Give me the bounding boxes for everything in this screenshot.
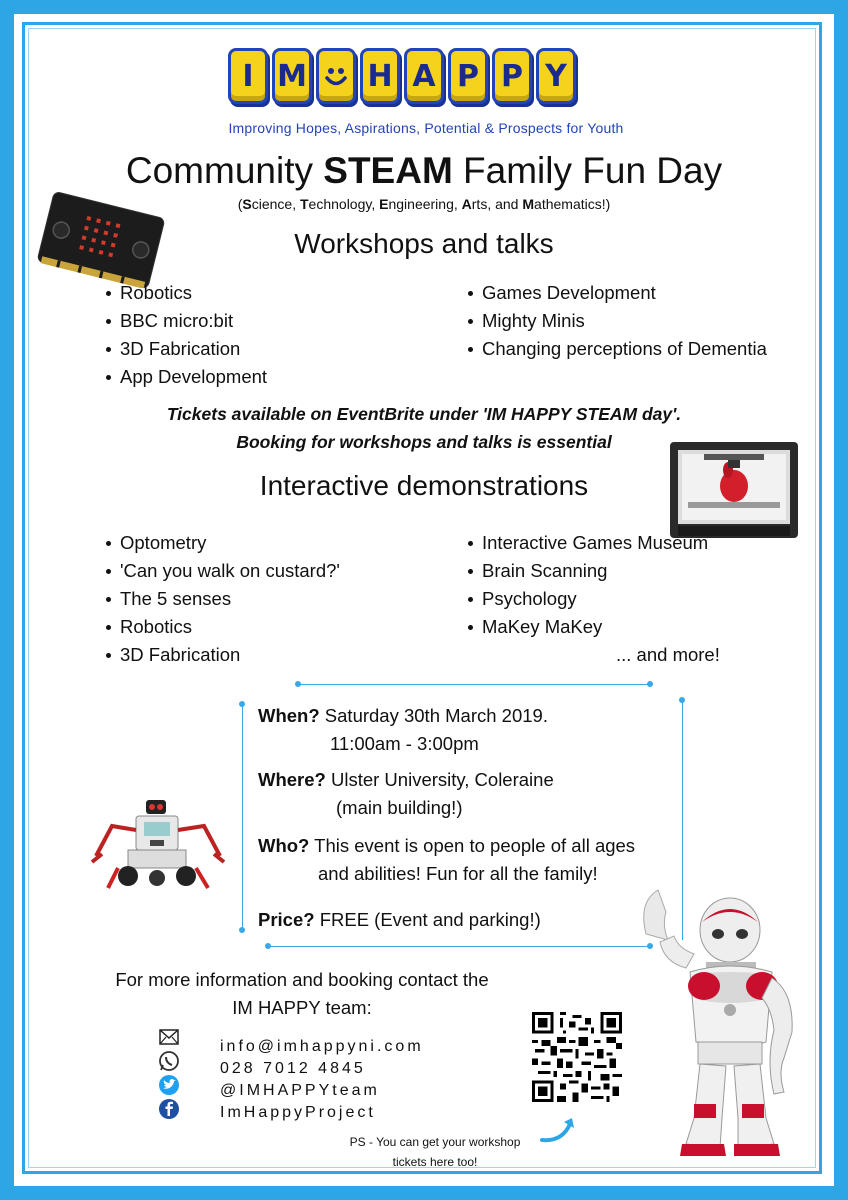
line-dot — [239, 927, 245, 933]
divider-line — [268, 946, 650, 947]
where-value: Ulster University, Coleraine — [325, 769, 554, 790]
ps-line-1: PS - You can get your workshop — [349, 1135, 521, 1149]
subtitle-part: cience, — [251, 196, 300, 212]
contact-phone: 028 7012 4845 — [220, 1060, 366, 1077]
list-item: The 5 senses — [120, 585, 340, 613]
contact-facebook: ImHappyProject — [220, 1104, 376, 1121]
demos-list-left — [104, 529, 340, 669]
who-info — [258, 832, 635, 888]
list-item: Robotics — [120, 613, 340, 641]
subtitle-part: ( — [237, 196, 243, 212]
line-dot — [295, 681, 301, 687]
who-value: This event is open to people of all ages — [309, 835, 636, 856]
list-item: MaKey MaKey — [482, 613, 708, 641]
subtitle-part: ngineering, — [388, 196, 462, 212]
subtitle-part: rts, and — [471, 196, 523, 212]
logo-tile-smiley — [316, 48, 356, 104]
when-time: 11:00am - 3:00pm — [330, 733, 479, 754]
line-dot — [265, 943, 271, 949]
demos-heading: Interactive demonstrations — [259, 470, 589, 501]
curved-arrow-icon — [538, 1114, 578, 1146]
list-item: Interactive Games Museum — [482, 529, 708, 557]
facebook-icon — [158, 1098, 180, 1120]
list-item: Changing perceptions of Dementia — [482, 335, 767, 363]
subtitle-initial: S — [242, 196, 252, 212]
contact-twitter: @IMHAPPYteam — [220, 1082, 380, 1099]
divider-line — [298, 684, 650, 685]
logo-tile: P — [492, 48, 532, 104]
list-item: 3D Fabrication — [120, 641, 340, 669]
title-bold: STEAM — [323, 150, 453, 191]
and-more-text: ... and more! — [616, 644, 720, 665]
line-dot — [239, 701, 245, 707]
list-item: Robotics — [120, 279, 267, 307]
logo-tile: Y — [536, 48, 576, 104]
ps-line-2: tickets here too! — [392, 1155, 478, 1169]
ps-note — [330, 1132, 540, 1172]
price-label: Price? — [258, 909, 315, 930]
logo-tagline: Improving Hopes, Aspirations, Potential & Prospects for Youth — [228, 120, 624, 136]
list-item: Psychology — [482, 585, 708, 613]
frame-right — [834, 0, 848, 1200]
contact-lead-line-1: For more information and booking contact the — [115, 969, 489, 990]
subtitle-initial: T — [299, 196, 309, 212]
divider-line — [242, 704, 243, 930]
workshops-list-right — [466, 279, 767, 363]
contact-icons — [158, 1026, 184, 1122]
demos-list-right — [466, 529, 708, 641]
logo-tile: I — [228, 48, 268, 104]
workshops-heading: Workshops and talks — [294, 228, 554, 259]
tickets-line-1: Tickets available on EventBrite under 'IM HAPPY STEAM day'. — [166, 404, 682, 424]
where-info — [258, 766, 554, 822]
when-value: Saturday 30th March 2019. — [319, 705, 548, 726]
subtitle-part: athematics!) — [534, 196, 611, 212]
title-post: Family Fun Day — [452, 150, 723, 191]
contact-lead — [90, 966, 514, 1022]
price-value: FREE (Event and parking!) — [314, 909, 541, 930]
nao-robot-image — [634, 882, 812, 1158]
logo-tile: P — [448, 48, 488, 104]
title-pre: Community — [125, 150, 324, 191]
who-sub: and abilities! Fun for all the family! — [318, 863, 598, 884]
lego-robot-image — [88, 796, 228, 896]
logo-tile: A — [404, 48, 444, 104]
where-sub: (main building!) — [336, 797, 463, 818]
list-item: 3D Fabrication — [120, 335, 267, 363]
tickets-line-2: Booking for workshops and talks is essential — [236, 432, 612, 452]
list-item: Games Development — [482, 279, 767, 307]
whatsapp-icon — [158, 1050, 180, 1072]
subtitle-initial: M — [522, 196, 535, 212]
list-item: Optometry — [120, 529, 340, 557]
frame-top — [0, 0, 848, 14]
frame-left — [0, 0, 14, 1200]
subtitle-initial: E — [379, 196, 389, 212]
list-item: 'Can you walk on custard?' — [120, 557, 340, 585]
frame-bottom — [0, 1186, 848, 1200]
qr-code — [532, 1012, 622, 1102]
logo-tile: M — [272, 48, 312, 104]
price-info — [258, 906, 541, 934]
contact-email: info@imhappyni.com — [220, 1038, 424, 1055]
list-item: BBC micro:bit — [120, 307, 267, 335]
im-happy-logo — [228, 48, 624, 110]
subtitle-initial: A — [461, 196, 472, 212]
twitter-icon — [158, 1074, 180, 1096]
line-dot — [647, 681, 653, 687]
list-item: Mighty Minis — [482, 307, 767, 335]
smiley-icon — [321, 61, 351, 91]
event-title — [40, 150, 808, 192]
where-label: Where? — [258, 769, 326, 790]
when-info — [258, 702, 548, 758]
workshops-list-left — [104, 279, 267, 391]
line-dot — [679, 697, 685, 703]
subtitle-part: echnology, — [308, 196, 380, 212]
list-item: Brain Scanning — [482, 557, 708, 585]
contact-lead-line-2: IM HAPPY team: — [232, 997, 372, 1018]
list-item: App Development — [120, 363, 267, 391]
envelope-icon — [158, 1026, 180, 1048]
contact-details — [220, 1036, 424, 1124]
when-label: When? — [258, 705, 320, 726]
logo-tile: H — [360, 48, 400, 104]
who-label: Who? — [258, 835, 310, 856]
